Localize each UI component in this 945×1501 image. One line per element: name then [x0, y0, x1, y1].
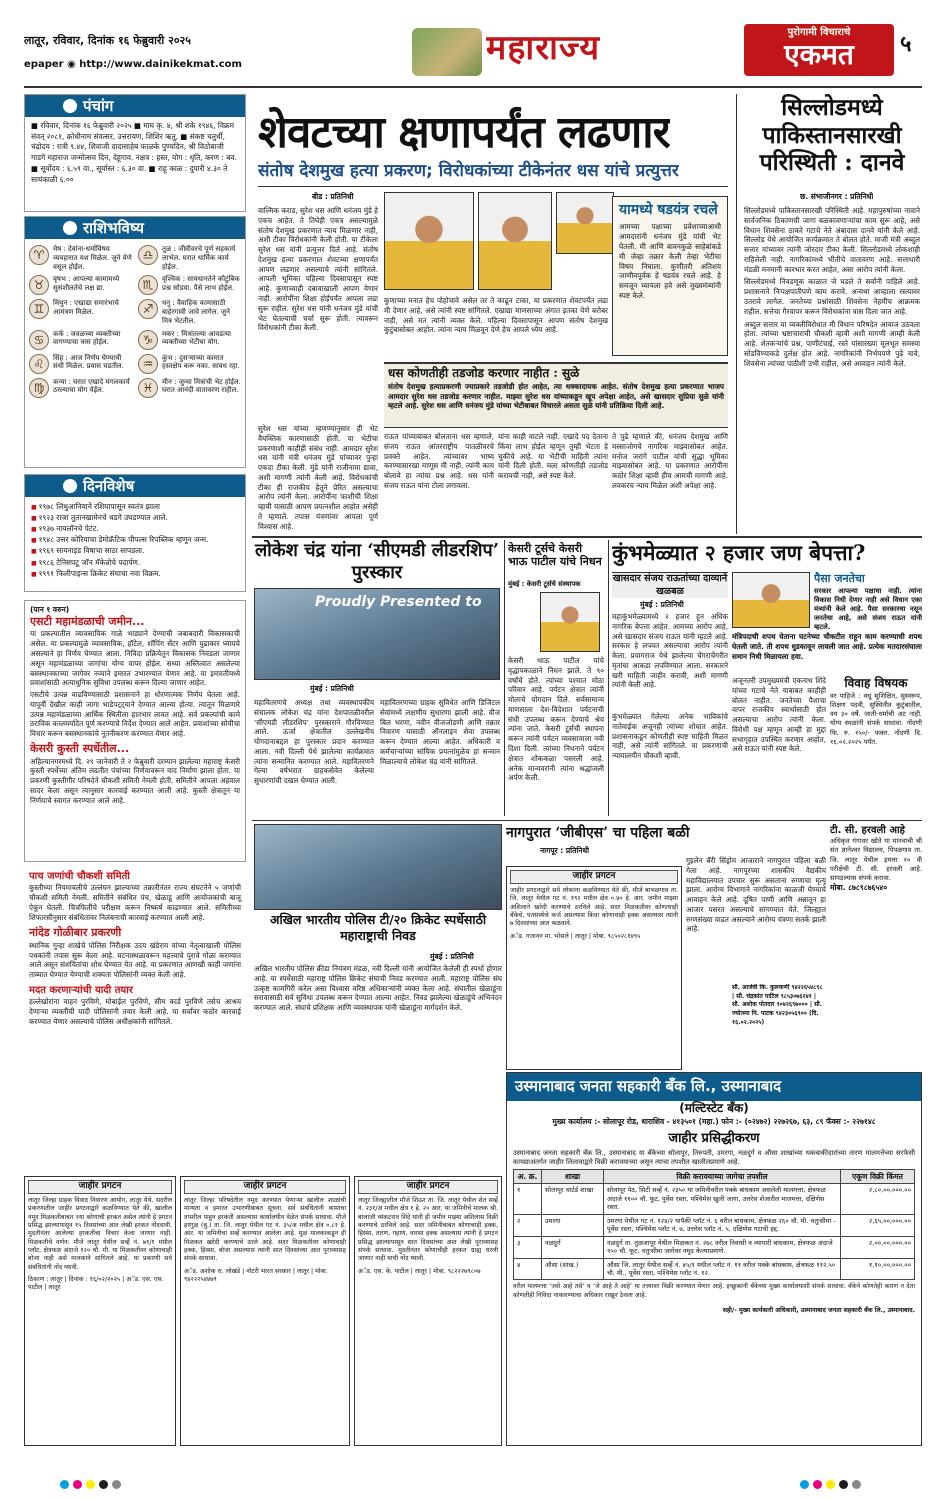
- rashi-grid: [25, 239, 245, 404]
- lead-headline: शेवटच्या क्षणापर्यंत लढणार: [258, 107, 670, 158]
- lokesh-headline: लोकेश चंद्र यांना ‘सीएमडी लीडरशिप’ पुरस्कार: [254, 540, 500, 583]
- gemini-icon: ♊: [29, 299, 49, 319]
- gbs-byline: नागपूर : प्रतिनिधी: [540, 846, 590, 855]
- vivah-ad: [830, 676, 922, 822]
- center-cont-2: ते पुढे म्हणाले की, धनंजय देशमुख आणि मस्साजोगचे नागरिक माझ्यासोबत आहेत. मनोज जरांगे पाटील यांची सुद्धा भूमिका माझ्यासोबत आहे. या प्रकरणात आरोपींना कठोर शिक्षा व्हावी हीच आमची मागणी आहे. लवकरच न्याय मिळेल अशी अपेक्षा आहे.: [612, 432, 728, 490]
- pisces-icon: ♓: [138, 378, 158, 398]
- danve-p3: अब्दुल सत्तार या व्यक्तीविरोधात मी विधान परिषदेत आवाज उठवला होता. त्यांच्या भ्रष्टाचाराची चौकशी व्हावी अशी मागणी आम्ही केली आहे. शेतकऱ्यांचे प्रश्न, पाणीटंचाई, रस्ते यांसारख्या मूलभूत समस्या सोडविण्याकडे दुर्लक्ष होत आहे. नागरिकांनी निर्भयपणे पुढे यावे, शिवसेना त्यांच्या पाठीशी उभी राहील, असे आवाहन त्यांनी केले.: [744, 319, 920, 368]
- rashi-header: [25, 217, 245, 239]
- photo-kesari-patil: [540, 592, 600, 652]
- story-subhead: पाच जणांची चौकशी समिती: [29, 871, 130, 882]
- kumbh-p2: कुंभमेळ्यात गेलेल्या अनेक भाविकांचे नातेवाईक अजूनही त्यांच्या शोधात आहेत. प्रशासनाकडून कोणतीही स्पष्ट माहिती मिळत नाही, असे त्यांनी सांगितले. या प्रकरणाची न्यायालयीन चौकशी व्हावी.: [612, 712, 728, 761]
- ad-left-1-sign: ठिकाण : लातूर | दिनांक : १६/०२/२०२५ | अॅड. एस. एस. पाटील | लातूर: [28, 1276, 164, 1292]
- rashi-item: ♌ सिंह : आज निर्णय घेण्याची संधी मिळेल. प्रवास घडतील.: [29, 354, 132, 374]
- aries-icon: ♈: [29, 245, 49, 265]
- dinvishesh-title: दिनविशेष: [83, 477, 135, 495]
- danve-p2: सिल्लोडमध्ये निवडणूक काळात जे घडले ते सर्वांनी पाहिले आहे. प्रशासनाने निःपक्षपातीपणे काम करावे. अन्यथा आम्हाला रस्त्यावर उतरावे लागेल. जनतेच्या प्रश्नांसाठी शिवसेना नेहमीच आक्रमक राहील. सत्तेचा गैरवापर करून विरोधकांना त्रास दिला जात आहे.: [744, 277, 920, 316]
- story-subhead: मदत करणाऱ्यांची यादी तयार: [29, 984, 133, 996]
- rashi-item: ♉ वृषभ : आपल्या कामामध्ये सुसंशीलतेचे लक्ष द्या.: [29, 275, 132, 295]
- lead-byline: बीड : प्रतिनिधी: [312, 192, 354, 201]
- bank-footer: वरील मालमत्ता ‘जसे आहे तसे’ व ‘जे आहे ते आहे’ या तत्त्वावर विक्री करण्यात येणार आहे. इच्छुकांनी बँकेच्या मुख्य कार्यालयाशी संपर्क साधावा. बँकेने कोणतेही कारण न देता कोणतीही निविदा नाकारण्याचा अधिकार राखून ठेवला आहे.: [513, 1283, 915, 1299]
- list-item: ■ १९३७ नायलॉनचे पेटंट.: [31, 523, 239, 534]
- panchang-text: ■ रविवार, दिनांक १६ फेब्रुवारी २०२५ ■ माघ कृ. ४, श्री शके १९४६, विक्रम संवत् २०८१, क्रोधीनाम संवत्सर, उत्तरायण, शिशिर ऋतु, ■ संकष्ट चतुर्थी, चंद्रोदय : रात्री ९.४४, शिवाजी दादासाहेब फाळके पुण्यदिन, श्री विठोबाजी गाडगे महाराज जन्मोत्सव दिन, देहूगाव. नक्षत्र : हस्त, योग : धृति, करण : बव. ■ सूर्योदय : ६.५९ वा., सूर्यास्त : ६.३० वा. ■ राहू काळ : दुपारी ४.३० ते सायंकाळी ६.००: [31, 121, 237, 184]
- continued-stories: [24, 600, 246, 862]
- sule-quote-head: धस कोणतीही तडजोड करणार नाहीत : सुळे: [388, 366, 580, 380]
- story-paragraph: स्थानिक गुन्हा शाखेचे पोलिस निरीक्षक उदय खंडेराय यांच्या नेतृत्वाखाली पोलिस पथकांनी तपास सुरू केला आहे. घटनास्थळावरून महत्त्वाचे पुरावे गोळा करण्यात आले असून संशयितांचा शोध घेण्यात येत आहे. या प्रकरणात आणखी काही जणांना ताब्यात घेण्यात येण्याची शक्यता पोलिसांनी व्यक्त केली आहे.: [29, 940, 241, 980]
- col-price: एकूण विक्री किंमत: [841, 1169, 915, 1184]
- rashi-item: ♐ धनु : वैवाहिक कामासाठी बाहेरगावी जावे लागेल. जुने मित्र भेटतील.: [138, 299, 241, 325]
- section-title: महाराज्य: [486, 28, 601, 68]
- leo-icon: ♌: [29, 354, 49, 374]
- danve-byline: छ. संभाजीनगर : प्रतिनिधी: [800, 192, 874, 201]
- ad-center-sign: अॅड. गजानन मा. भोसले | लातूर | मोबा. ९८५०२८१४९५: [510, 932, 641, 940]
- taurus-icon: ♉: [29, 275, 49, 295]
- tc-notice-block: [830, 824, 922, 1034]
- rashi-item: ♍ कन्या : घरात एखादे मंगलकार्य ठरल्याचा योग येईल.: [29, 378, 132, 398]
- bank-notice: [506, 1072, 922, 1446]
- danve-p1: सिल्लोडमध्ये पाकिस्तानसारखी परिस्थिती आहे. महापुरुषांच्या नावाने सार्वजनिक ठिकाणची जागा बळकावणाऱ्यांचा काम सुरू आहे, असे विधान शिवसेना ठाकरे गटाचे नेते अंबादास दानवे यांनी केले आहे. सिल्लोड येथे आयोजित कार्यक्रमात ते बोलत होते. माजी मंत्री अब्दुल सत्तार यांच्यावर त्यांनी जोरदार टीका केली. सिल्लोडमध्ये लोकशाही राहिलेली नाही. नागरिकांमध्ये भीतीचे वातावरण आहे. सत्ताधारी मंडळी मनमानी कारभार करत आहेत, असा आरोप त्यांनी केला.: [744, 206, 920, 274]
- ad-left-2-title: जाहीर प्रगटन: [184, 1180, 346, 1194]
- dateline: लातूर, रविवार, दिनांक १६ फेब्रुवारी २०२५: [24, 34, 191, 47]
- story-paragraph: अहिल्यानगरमध्ये दि. २९ जानेवारी ते २ फेब्रुवारी दरम्यान झालेल्या महाराष्ट्र केसरी कुस्ती स्पर्धेच्या अंतिम लढतीत पंचांच्या निर्णयावरून वाद निर्माण झाला होता. या प्रकरणी कुस्तीगीर परिषदेने चौकशी समिती नेमली होती. समितीने आपला अहवाल सादर केला असून त्यानुसार कारवाई करण्यात आली आहे. कुस्ती क्षेत्रातून या निर्णयाचे स्वागत करण्यात आले आहे.: [30, 756, 240, 805]
- vivah-ad-title: विवाह विषयक: [844, 676, 908, 690]
- vivah-contacts: सौ. आर्जवी कि. कुलकर्णी ९४२२६५४८९८ | सौ. चंद्रकांत पाटिल ९८५३०७६२४१ | सौ. अशोक पोतदार ९०४२६९७००० | सौ. ज्योत्स्ना पि. पाटक ९४२३०५६९०० (दि. १६.०२.२०२५): [732, 984, 823, 1026]
- award-banner-text: Proudly Presented to: [315, 594, 482, 610]
- rashi-item: ♋ कर्क : जवळच्या व्यक्तीच्या वागण्याचा त्रास होईल.: [29, 330, 132, 350]
- list-item: ■ १९४८ उत्तर कोरियाचा डेमोक्रॅटिक पीपल्स रिपब्लिक म्हणून जन्म.: [31, 534, 239, 545]
- ad-left-1-title: जाहीर प्रगटन: [28, 1180, 172, 1194]
- ad-center-title: जाहीर प्रगटन: [510, 870, 678, 884]
- kesari-byline: मुंबई : केसरी टूर्सचे संस्थापक: [508, 580, 581, 588]
- list-item: ■ १९७८ लिथुआनियाने रशियापासून स्वतंत्र झाला: [31, 501, 239, 512]
- photo-suresh-dhas: [384, 192, 474, 290]
- reg-dot-magenta: [813, 1480, 822, 1489]
- lead-column-4: राऊत यांच्याबाबत बोलताना धस म्हणाले, संजय राऊत आंतरराष्ट्रीय पातळीवरचे प्रवक्ते आहेत. त्यांच्यावर भाष्य करण्यासारखा माणूस मी नाही. त्यांनी काय बोलावे हा त्यांचा प्रश्न आहे. धस यांनी संजय राऊत यांना टोला लगावला.: [384, 432, 494, 490]
- bank-intro: उस्मानाबाद जनता सहकारी बँक लि., उस्मानाबाद या बँकेच्या सोलापूर, तिरुपती, उमरगा, नळदुर्ग व औसा शाखांच्या थकबाकीदारांच्या तारण मालमत्तेच्या सरफेसी कायद्याअंतर्गत जाहीर लिलावाद्वारे विक्री करावयाच्या असून त्याचा तपशील खालीलप्रमाणे आहे.: [513, 1148, 915, 1166]
- ad-center: [506, 866, 682, 1070]
- sule-quote-text: संतोष देशमुख हत्याप्रकरणी ज्याप्रकारे तडजोडी होत आहेत, त्या धक्कादायक आहेत. संतोष देशमुख हत्या प्रकरणात भाजप आमदार सुरेश धस तडजोड करणार नाहीत. माझ्या सुरेश धस यांच्याकडून खूप अपेक्षा आहेत, असे खासदार सुप्रिया सुळे यांनी म्हटले आहे. सुरेश धस आणि धनंजय मुंडे यांच्या भेटीबाबत विचारले असता सुळे यांनी प्रतिक्रिया दिली आहे.: [388, 381, 724, 411]
- ad-left-1-body: लातूर जिल्हा ग्राहक विवाद निवारण आयोग, लातूर येथे. सदरील प्रकरणातील जाहीर प्रगटनाद्वारे कळविण्यात येते की, खालील नमूद मिळकतीबाबत ज्या कोणाची हरकत असेल त्यांनी हे प्रगटन प्रसिद्ध झाल्यापासून १५ दिवसांच्या आत लेखी हरकत नोंदवावी. मुदतीनंतर आलेल्या हरकतींचा विचार केला जाणार नाही. मिळकतीचे वर्णन: मौजे लातूर येथील सर्व्हे नं. ७१/१ मधील प्लॉट, क्षेत्रफळ अंदाजे १२० चौ. मी. या मिळकतीवर कोणाचाही बोजा नाही असे मालकाने सांगितले आहे. या प्रकरणी सर्व संबंधितांनी नोंद घ्यावी.: [28, 1196, 172, 1271]
- list-item: ■ १९८६ टेनिसपटू जॉन मॅकेन्रोचे पदार्पण.: [31, 557, 239, 568]
- inset-cm-text: आमच्या पक्षाच्या प्रवेशाच्याआधी आमदारांनी धनंजय मुंडे यांची भेट घेतली. मी आणि बावनकुळे साहेबांकडे मी जेव्हा तक्रार केली तेव्हा भेटीचा विषय निघाला. कुणीतरी अतिशय जाणीवपूर्वक हे षडयंत्र रचले आहे. हे समजून घ्यायला हवे असे मुख्यमंत्र्यांनी स्पष्ट केले.: [619, 222, 721, 300]
- asset-table: [513, 1169, 915, 1281]
- col-detail: विक्री करावयाच्या जागेचा तपशील: [604, 1169, 841, 1184]
- table-row: २ उमरगा उमरगा येथील गट नं. १२४/२ यापैकी प्लॉट नं. ६ वरील बांधकाम, क्षेत्रफळ २६० चौ. मी. चतुःसीमा - पूर्वेस रस्ता, पश्चिमेस प्लॉट नं. ७, उत्तरेस प्लॉट नं. ५, दक्षिणेस गटाची हद्द. २,६५,००,०००.००: [514, 1214, 915, 1236]
- registration-marks-left: [60, 1480, 121, 1489]
- ad-center-body: जाहीर प्रगटनाद्वारे सर्व लोकांना कळविण्यात येते की, मौजे बाभळगाव ता. जि. लातूर येथील गट नं. १९२ मधील क्षेत्र ०.४० हे. आर. जमीन माझ्या अशिलाने खरेदी करण्याचे ठरविले आहे. सदर मिळकतीवर कोणत्याही बँकेचे, पतसंस्थेचे कर्ज असल्यास किंवा कोणाचाही हक्क असल्यास त्यांनी ७ दिवसांच्या आत कळवावे.: [510, 886, 678, 928]
- police-cricket-text: अखिल भारतीय पोलिस क्रीडा नियंत्रण मंडळ, नवी दिल्ली यांनी आयोजित केलेली ही स्पर्धा होणार आहे. या स्पर्धेसाठी महाराष्ट्र पोलिस क्रिकेट संघाची निवड करण्यात आली. महाराष्ट्र पोलिस संघ उत्कृष्ट कामगिरी करेल असा विश्वास वरिष्ठ अधिकाऱ्यांनी व्यक्त केला आहे. संघातील खेळाडूंना सरावासाठी सर्व सुविधा उपलब्ध करून देण्यात आल्या आहेत. निवड झालेल्या खेळाडूंचे अभिनंदन करण्यात आले. संघाचे प्रशिक्षक आणि व्यवस्थापक यांनी खेळाडूंना मार्गदर्शन केले.: [254, 964, 502, 1013]
- table-row: ४ औसा (शाख.) औसा जि. लातूर येथील सर्व्हे नं. ४५/१ मधील प्लॉट नं. ११ वरील पक्के बांधकाम, क्षेत्रफळ ११२.५० चौ. मी., पूर्वेस रस्ता, पश्चिमेस प्लॉट नं. १२. १,१०,००,०००.००: [514, 1258, 915, 1280]
- rashi-item: ♎ तुळ : जीवीवरचे पूर्ण सहकार्य लाभेल. घरात धार्मिक कार्य होईल.: [138, 245, 241, 271]
- kumbh-p3: मंत्रिपदाची शपथ घेताना घटनेच्या चौकटीत राहून काम करण्याची शपथ घेतली जाते. ती शपथ धुडकावून लावली जात आहे. प्रत्येक मतदारसंघाला समान निधी मिळायला हवा.: [732, 632, 922, 661]
- list-item: ■ १९९१ फिलीपाइन्स क्रिकेट संघाचा नवा विक्रम.: [31, 568, 239, 579]
- panchang-title: पंचांग: [83, 97, 114, 115]
- reg-dot-magenta: [73, 1480, 82, 1489]
- kumbh-p1: महाकुंभमेळ्यामध्ये २ हजार हून अधिक नागरिक बेपत्ता आहेत. आमच्या आरोप आहे, असे खासदार संजय राऊत यांनी म्हटले आहे. सरकार हे लपवत असल्याचा आरोप त्यांनी केला. प्रयागराज येथे झालेल्या चेंगराचेंगरीत मृतांचा आकडा लपविण्यात आला. सरकारने खरी माहिती जाहीर करावी, अशी मागणी त्यांनी केली आहे.: [612, 612, 728, 690]
- lead-column-3: कुणाच्या मनात हेच पोहोचावे असेल तर ते काढून टाका, या प्रकरणात शेवटपर्यंत लढा मी देणार आहे, असे त्यांनी स्पष्ट सांगितले. एखाद्या माणसाच्या अंगात इतका येणे बरोबर नाही, असे मत त्यांनी व्यक्त केले. पहिल्या दिवसापासून आपण संतोष देशमुख कुटुंबासोबत आहोत. त्यांना न्याय मिळवून देणे हेच आपले ध्येय आहे.: [384, 296, 608, 335]
- tc-notice-title: टी. सी. हरवली आहे: [830, 825, 905, 836]
- rashi-item: ♑ मकर : मित्रांतल्या आवडत्या व्यक्तीच्या भेटीचा योग.: [138, 330, 241, 350]
- aquarius-icon: ♒: [138, 354, 158, 374]
- lokesh-col-1: महावितरणचे अध्यक्ष तथा व्यवस्थापकीय संचालक लोकेश चंद्र यांना देशपातळीवरील ‘सीएमडी लीडरशिप’ पुरस्काराने गौरविण्यात आले. ऊर्जा क्षेत्रातील उल्लेखनीय योगदानाबद्दल हा पुरस्कार प्रदान करण्यात आला. नवी दिल्ली येथे झालेल्या कार्यक्रमात त्यांना सन्मानित करण्यात आले. महावितरणने गेल्या वर्षभरात ग्राहकसेवेत केलेल्या सुधारणांची दखल घेण्यात आली.: [254, 698, 374, 786]
- list-item: ■ १९६९ सायनाइड विषाचा साठा सापडला.: [31, 545, 239, 556]
- lokesh-byline: मुंबई : प्रतिनिधी: [310, 684, 354, 693]
- kumbh-inset-text: सरकार आपल्या पक्षाचा नाही. त्यांना विकास निधी देणार नाही असे विधान एका मंत्र्यांनी केले आहे. पैसा सरकारचा नसून जनतेचा आहे, असे संजय राऊत यांनी म्हटले.: [814, 586, 922, 632]
- rashi-item: ♏ वृश्चिक : सावधानतेने कौटुंबिक प्रश्न सोडवा. पैसे लाभ होईल.: [138, 275, 241, 295]
- sagittarius-icon: ♐: [138, 299, 158, 319]
- table-row: ३ नळदुर्ग नळदुर्ग ता. तुळजापूर येथील मिळकत नं. २७८ वरील निवासी व व्यापारी बांधकाम, क्षेत्रफळ अंदाजे ९५० चौ. फूट, चतुःसीमा जागेवर नमूद केल्याप्रमाणे. २,००,००,०००.००: [514, 1236, 915, 1258]
- story-paragraph: या प्रकल्पातील व्यावसायिक गाळे भाड्याने देण्याची जबाबदारी विकासकाची असेल. या प्रकल्पामुळे व्यावसायिक, हॉटेल, शॉपिंग सेंटर आणि पुढाकार घ्यायचे असल्याने हा निर्णय घेण्यात आला. निविदा प्रक्रियेतून विकासक निवडला जाणार असून महामंडळाच्या जागांचा योग्य वापर होईल. सध्या अस्तित्वात असलेल्या बसस्थानकाच्या जागेवर नव्याने इमारत उभारण्यात येणार आहे. या इमारतीमध्ये प्रवाशांसाठी अत्याधुनिक सुविधा उपलब्ध करून दिल्या जाणार आहेत.: [30, 629, 240, 688]
- lead-subhead: संतोष देशमुख हत्या प्रकरण; विरोधकांच्या टीकेनंतर धस यांचे प्रत्युत्तर: [258, 161, 679, 181]
- reg-dot-cyan: [800, 1480, 809, 1489]
- ad-left-3-body: लातूर जिल्ह्यातील मौजे शिऊर ता. जि. लातूर येथील शेत सर्व्हे नं. २३१/अ मधील क्षेत्र १ हे. २० आर. या जमिनीचे मालक श्री. बालाजी व्यंकटराव शिंदे यांनी ही जमीन माझ्या अशिलास विक्री करण्याचे ठरविले आहे. सदर जमिनीबाबत कोणाचाही हक्क, हिस्सा, तारण, गहाण, वारसा हक्क असल्यास त्यांनी हे प्रगटन प्रसिद्ध झाल्यापासून सात दिवसांच्या आत लेखी पुराव्यासह संपर्क साधावा. मुदतीनंतर कोणाचीही हरकत ग्राह्य धरली जाणार नाही याची नोंद घ्यावी.: [358, 1196, 498, 1263]
- bank-notice-title: जाहीर प्रसिद्धीकरण: [668, 1130, 760, 1146]
- ad-left-2: [180, 1176, 350, 1446]
- danve-headline: सिल्लोडमध्ये पाकिस्तानसारखी परिस्थिती : दानवे: [759, 94, 905, 177]
- reg-dot-cyan: [60, 1480, 69, 1489]
- story-paragraph: एसटीचे उत्पन्न वाढविण्यासाठी प्रशासनाने हा धोरणात्मक निर्णय घेतला आहे. यापूर्वी देखील काही जागा भाडेपट्ट्याने देण्यात आल्या होत्या. त्यातून मिळणारे उत्पन्न महामंडळाच्या आर्थिक स्थितीला हातभार लावत आहे. सर्व प्रकल्पांची कामे ठराविक कालमर्यादेत पूर्ण करण्याचे निर्देश देण्यात आले आहेत. प्रवाशांच्या सोयीचा विचार करून बसस्थानकांचे नूतनीकरण करण्यात येणार आहे.: [30, 690, 240, 739]
- ad-left-1: [24, 1176, 176, 1446]
- inset-cm-box: [612, 196, 728, 356]
- reg-dot-yellow: [826, 1480, 835, 1489]
- ad-left-2-body: लातूर जिल्हा परिषदेतील नमूद करण्यात येणाऱ्या खालील शाळांची मान्यता व इमारत उभारणीबाबत सूचना. सर्व संबंधितांनी कामाचा तपशील पाहून हरकती असल्यास कार्यालयीन वेळेत संपर्क साधावा. मौजे हरंगुळ (बु.) ता. जि. लातूर येथील गट नं. ३५/अ मधील क्षेत्र ०.८१ हे. आर. या जमिनीचा सर्व्हे करण्यात आलेला आहे. मूळ मालकाकडून ही मिळकत खरेदी करण्याचे ठरले आहे. सदर मिळकतीवर कोणाचाही हक्क, हिस्सा, बोजा असल्यास त्यांनी सात दिवसांच्या आत पुराव्यासह संपर्क साधावा.: [184, 1196, 346, 1263]
- story-paragraph: कुस्तीच्या नियमावलीचे उल्लंघन झाल्याच्या तक्रारीनंतर राज्य संघटनेने ५ जणांची चौकशी समिती नेमली. समितीने संबंधित पंच, खेळाडू आणि आयोजकांची बाजू ऐकून घेतली. चित्रफितींचे परीक्षण करून निष्कर्ष काढण्यात आले. समितीच्या शिफारसीनुसार संबंधितांवर निलंबनाची कारवाई करण्यात आली आहे.: [29, 883, 241, 922]
- kesari-text: केसरी भाऊ पाटील यांचे वृद्धापकाळाने निधन झाले. ते ९० वर्षांचे होते. त्यांच्या पश्चात मोठा परिवार आहे. पर्यटन क्षेत्रात त्यांनी मोलाचे योगदान दिले. सर्वसामान्य माणसाला देश-विदेशात पर्यटनाची संधी उपलब्ध करून देण्याचे श्रेय त्यांना जाते. केसरी टूर्सची स्थापना करून त्यांनी पर्यटन व्यवसायाला नवी दिशा दिली. त्यांच्या निधनाने पर्यटन क्षेत्रात शोककळा पसरली आहे. अनेक मान्यवरांनी त्यांना श्रद्धांजली अर्पण केली.: [508, 656, 604, 783]
- kumbh-byline: मुंबई : प्रतिनिधी: [640, 600, 684, 609]
- kumbh-headline: कुंभमेळ्यात २ हजार जण बेपत्ता?: [612, 540, 866, 565]
- col-no: अ. क्र.: [514, 1169, 542, 1184]
- story-paragraph: हल्लेखोरांना वाहन पुरविणे, मोबाईल पुरविणे, सीम कार्ड पुरविणे तसेच आश्रय देणाऱ्या व्यक्तींची यादी पोलिसांनी तयार केली आहे. या सर्वांवर कठोर कारवाई करण्यात येणार असल्याचे पोलिस अधीक्षकांनी सांगितले.: [29, 997, 241, 1026]
- continued-stories-2: [24, 866, 246, 1170]
- gbs-text: गुइलेन बॅरी सिंड्रोम आजाराने नागपुरात पहिला बळी गेला आहे. नागपूरच्या शासकीय वैद्यकीय महाविद्यालयात उपचार सुरू असताना रुग्णाचा मृत्यू झाला. आरोग्य विभागाने नागरिकांना काळजी घेण्याचे आवाहन केले आहे. दूषित पाणी आणि अन्नातून हा आजार पसरत असल्याचे सांगण्यात येते. जिल्ह्यात रुग्णसंख्या वाढत असल्याने आरोग्य यंत्रणा सतर्क झाली आहे.: [686, 856, 826, 934]
- rashi-title: राशिभविष्य: [83, 219, 144, 237]
- capricorn-icon: ♑: [138, 330, 158, 350]
- danve-text: [744, 206, 920, 532]
- calendar-icon: [63, 479, 77, 493]
- kumbh-subhead: खासदार संजय राऊतांच्या दाव्याने खळबळ: [612, 573, 728, 597]
- inset-cm-title: यामध्ये षडयंत्र रचले: [619, 202, 718, 218]
- brand-logo: [744, 24, 894, 76]
- cancer-icon: ♋: [29, 330, 49, 350]
- award-photo: [254, 588, 500, 680]
- story-subhead: केसरी कुस्ती स्पर्धेतील...: [30, 742, 130, 755]
- rashi-item: ♈ मेष : देवांना-धर्माविषय व्यवहारात यश मिळेल. जुने येणे वसूल होईल.: [29, 245, 132, 271]
- vivah-ad-text: वर पाहिजे : वधू सुशिक्षित, सुस्वरूप, शिक्षण पदवी, सुस्थितीत कुटुंबातील, वय ३० वर्षे. जाती-धर्माची अट नाही. योग्य स्थळांनी संपर्क साधावा. नोंदणी फि. रु. १५०/- फक्त. नोंदणी दि. १६.०२.२०२५ पर्यंत.: [830, 691, 922, 746]
- police-cricket-headline: अखिल भारतीय पोलिस टी/२० क्रिकेट स्पर्धेसाठी महाराष्ट्राची निवड: [269, 912, 487, 944]
- reg-dot-grey: [112, 1480, 121, 1489]
- tc-notice-phone: मोबा. ८७८९८७६५४०: [830, 883, 888, 893]
- kesari-headline: केसरी टूर्सचे केसरी भाऊ पाटील यांचे निधन: [508, 542, 602, 569]
- registration-marks-right: [800, 1480, 861, 1489]
- col-branch: शाखा: [542, 1169, 604, 1184]
- reg-dot-yellow: [86, 1480, 95, 1489]
- tc-notice-text: अधिकृत गंगाधर खोते या मानवाची श्री संत ज्ञानेश्वर विद्यालय, पिंपळगाव ता. जि. लातूर येथील इयत्ता १० वी परीक्षेची टी. सी. हरवली आहे. सापडल्यास संपर्क करावा.: [830, 837, 922, 883]
- scorpio-icon: ♏: [138, 275, 158, 295]
- ad-left-3: [354, 1176, 502, 1446]
- dinvishesh-list: [25, 497, 245, 583]
- rashi-item: ♒ कुंभ : दुसऱ्याच्या कामात हस्तक्षेप करू नका. सावध रहा.: [138, 354, 241, 374]
- maharashtra-map-icon: [412, 28, 482, 76]
- page-number: ५: [900, 32, 912, 57]
- continued-marker: (पान १ वरुन): [30, 605, 70, 614]
- photo-sanjay-raut: [732, 572, 810, 628]
- reg-dot-black: [99, 1480, 108, 1489]
- virgo-icon: ♍: [29, 378, 49, 398]
- list-item: ■ १९२३ राजा तुतानखामेनचे थडगे उघडण्यात आले.: [31, 512, 239, 523]
- ad-left-3-sign: अॅड. एस. के. पाटील | लातूर | मोबा. ९८२२२७९८०७: [358, 1267, 481, 1275]
- table-row: १ सोलापूर चार्टर्ड शाखा सोलापूर पेठ, सिटी सर्व्हे नं. २३५० या जमिनीवरील पक्के बांधकाम असलेली मालमत्ता, क्षेत्रफळ अंदाजे ११०० चौ. फूट, पूर्वेस रस्ता, पश्चिमेस खुली जागा, उत्तरेस शेजारील मालमत्ता, दक्षिणेस रस्ता. २,८०,००,०००.००: [514, 1184, 915, 1214]
- bank-sign: सही/- मुख्य कार्यकारी अधिकारी, उस्मानाबाद जनता सहकारी बँक लि., उस्मानाबाद.: [722, 1307, 915, 1315]
- table-header: [514, 1169, 915, 1184]
- photo-supriya-sule: [556, 192, 614, 254]
- rashi-section: [24, 216, 246, 468]
- lokesh-col-2: महावितरणच्या ग्राहक सुविधेत आणि डिजिटल सेवांमध्ये लक्षणीय सुधारणा झाली आहे. वीज बिल भरणा, नवीन वीजजोडणी आणि तक्रार निवारण यासाठी ऑनलाइन सेवा उपलब्ध करून देण्यात आल्या आहेत. अधिकारी व कर्मचाऱ्यांच्या सांघिक प्रयत्नांमुळेच हा सन्मान मिळाल्याचे लोकेश चंद्र यांनी सांगितले.: [380, 698, 500, 766]
- libra-icon: ♎: [138, 245, 158, 265]
- dinvishesh-section: [24, 474, 246, 592]
- dinvishesh-header: [25, 475, 245, 497]
- story-subhead: एसटी महामंडळाची जमीन...: [30, 614, 145, 628]
- police-cricket-byline: मुंबई : प्रतिनिधी: [430, 952, 474, 961]
- brand-name: एकमत: [784, 38, 854, 72]
- panchang-section: [24, 94, 246, 212]
- bank-address: मुख्य कार्यालय :- सोलापूर रोड, धाराशिव - ४१३५०१ (महा.) फोन :- (०२४७२) २२७२६७, ६३, ८९ फॅक्स :- २२७१४८: [552, 1116, 876, 1126]
- kumbh-inset-title: पैसा जनतेचा: [814, 572, 865, 585]
- epaper-url[interactable]: epaper ◉ http://www.dainikekmat.com: [24, 59, 242, 70]
- lead-column-1: वाल्मिक कराड, सुरेश धस आणि धनंजय मुंडे हे एकच आहेत. ते तिघेही एकत्र असल्यामुळे संतोष देशमुख प्रकरणात न्याय मिळणार नाही, अशी टीका विरोधकांनी केली होती. या टीकेला सुरेश धस यांनी प्रत्युत्तर दिले आहे. संतोष देशमुख हत्या प्रकरणात शेवटच्या क्षणापर्यंत आपण लढणार असल्याचे त्यांनी सांगितले. आपली भूमिका पहिल्या दिवसापासून स्पष्ट आहे. कुणाच्याही दबावाखाली आपण येणार नाही. आरोपींना शिक्षा होईपर्यंत आपला लढा सुरू राहील. सुरेश धस यांनी धनंजय मुंडे यांची भेट घेतल्याची चर्चा सुरू होती. त्यावरून विरोधकांनी टीका केली.: [258, 206, 378, 333]
- rashi-item: ♓ मीन : जुन्या मित्रांची भेट होईल. घरात आनंदी वातावरण राहील.: [138, 378, 241, 398]
- sule-quote-box: [384, 362, 728, 428]
- bank-type: (मल्टिस्टेट बँक): [679, 1100, 749, 1115]
- gbs-headline: नागपुरात ‘जीबीएस’ चा पहिला बळी: [506, 825, 690, 841]
- brand-tagline: पुरोगामी विचाराचे: [787, 27, 851, 38]
- lead-column-5: यांना काही वाटले नाही. एखादे पद देताना किंवा लाभ होईल म्हणून तुम्ही भेटता हे चुकीचे आहे. या भेटीची माहिती त्यांना यांनी दिली होती. मला कोणतीही तडजोड करायची नाही, असे स्पष्ट केले.: [498, 432, 608, 481]
- ad-left-3-title: जाहीर प्रगटन: [358, 1180, 498, 1194]
- reg-dot-black: [839, 1480, 848, 1489]
- lead-column-2: सुरेश धस यांच्या म्हणण्यानुसार ही भेट वैयक्तिक कारणासाठी होती. या भेटीचा प्रकरणाशी काहीही संबंध नाही. आमदार सुरेश धस यांनी मंत्री धनंजय मुंडे यांच्यावर पुन्हा एकदा टीका केली. मुंडे यांनी राजीनामा द्यावा, अशी मागणी त्यांनी केली आहे. विरोधकांची टीका ही राजकीय हेतूने प्रेरित असल्याचा आरोप त्यांनी केला. आरोपींना फाशीची शिक्षा व्हावी यासाठी आपण प्रयत्नशील आहोत असेही ते म्हणाले. तपास यंत्रणांवर आपला पूर्ण विश्वास आहे.: [258, 424, 378, 531]
- bank-name: उस्मानाबाद जनता सहकारी बँक लि., उस्मानाबाद: [507, 1073, 921, 1101]
- kumbh-p4: अजूनतरी उपमुख्यमंत्री एकनाथ शिंदे यांच्या गटाचे नेते याबाबत काहीही बोलत नाहीत. जनतेच्या पैशाचा वापर राजकीय स्वार्थासाठी होत असल्याचा आरोप त्यांनी केला. विरोधी पक्ष म्हणून आम्ही हा मुद्दा सभागृहात उपस्थित करणार आहोत, असे राऊत यांनी स्पष्ट केले.: [732, 676, 826, 754]
- photo-dhananjay-munde: [478, 192, 552, 290]
- zodiac-wheel-icon: [63, 221, 77, 235]
- reg-dot-grey: [852, 1480, 861, 1489]
- panchang-header: [25, 95, 245, 117]
- story-subhead: नांदेड गोळीबार प्रकरणी: [29, 926, 122, 940]
- ad-left-2-sign: अॅड. अशोक रा. लोखंडे | नोटरी भारत सरकार | लातूर | मोबा. ९४२२२५४४७९: [184, 1267, 328, 1283]
- police-team-photo: [254, 824, 502, 910]
- rashi-item: ♊ मिथुन : एखाद्या समारंभाचे आमंत्रण मिळेल.: [29, 299, 132, 325]
- om-icon: [63, 99, 77, 113]
